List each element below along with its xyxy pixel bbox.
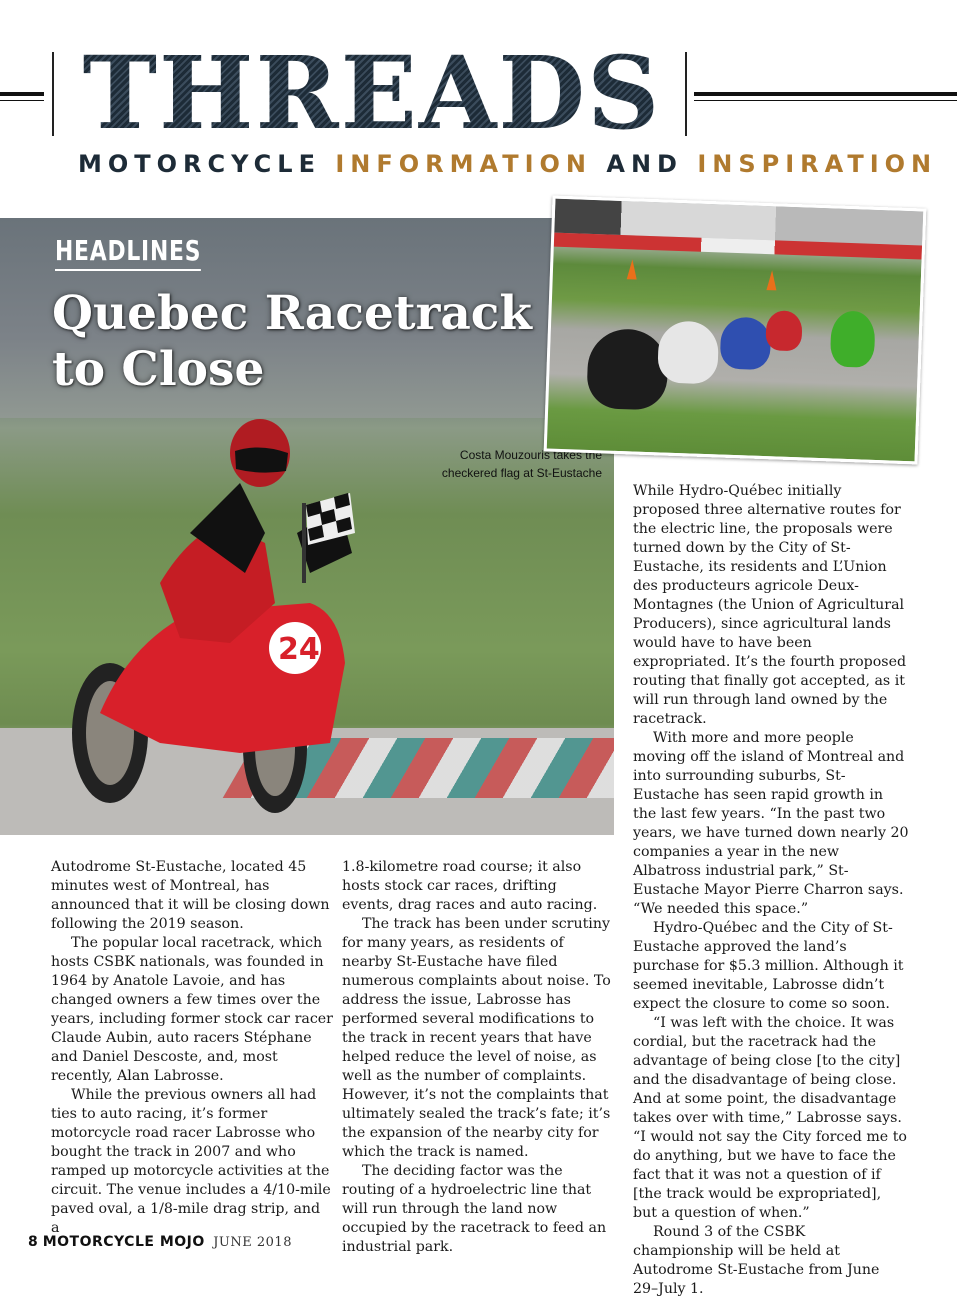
paragraph: Round 3 of the CSBK championship will be held at Autodrome St-Eustache from June 29–July 1. — [633, 1224, 880, 1297]
paragraph: The popular local racetrack, which hosts CSBK nationals, was founded in 1964 by Anatole Lavoie, and has changed owners a few times over the years, including former stock car racer Claude Aubin, auto racers Stéphane and Daniel Descoste, and, most recently, Alan Labrosse. — [51, 935, 333, 1084]
inset-traffic-cone — [627, 259, 638, 279]
inset-race-photo — [544, 196, 927, 465]
inset-bike-blue — [720, 317, 772, 371]
masthead-divider-right — [685, 52, 687, 136]
article-column-1 — [51, 858, 333, 1238]
tagline-information: INFORMATION — [335, 150, 593, 178]
paragraph: 1.8-kilometre road course; it also hosts stock car races, drifting events, drag races and auto racing. — [342, 859, 598, 913]
rider-on-motorcycle-illustration — [40, 413, 360, 813]
page-footer — [28, 1234, 292, 1250]
tagline-and: AND — [606, 150, 683, 178]
inset-bike-white — [657, 320, 719, 384]
paragraph: Hydro-Québec and the City of St-Eustache approved the land’s purchase for $5.3 million. Although it seemed inevitable, Labrosse didn’t expect the closure to come so soon. — [633, 920, 904, 1012]
tagline-inspiration: INSPIRATION — [697, 150, 938, 178]
issue-date: JUNE 2018 — [213, 1235, 292, 1250]
masthead-rule-left — [0, 92, 44, 96]
masthead-rule-right — [694, 92, 957, 96]
paragraph: With more and more people moving off the island of Montreal and into surrounding suburbs, St-Eustache has seen rapid growth in the last few years. “In the past two years, we have turned down nearly 20 companies a year in the new Albatross industrial park,” St-Eustache Mayor Pierre Charron says. “We needed this space.” — [633, 730, 909, 917]
section-kicker: HEADLINES — [55, 234, 201, 271]
masthead-rule-right-thin — [694, 100, 957, 101]
inset-bike-black — [586, 328, 669, 411]
paragraph: The track has been under scrutiny for many years, as residents of nearby St-Eustache have filed numerous complaints about noise. To address the issue, Labrosse has performed several modifications to the track in recent years that have helped reduce the level of noise, as well as the number of complaints. However, it’s not the complaints that ultimately sealed the track’s fate; it’s the expansion of the nearby city for which the track is named. — [342, 916, 611, 1160]
masthead-rule-left-thin — [0, 100, 44, 101]
photo-caption: Costa Mouzouris takes the checkered flag at St-Eustache — [441, 448, 602, 480]
masthead-tagline — [78, 150, 938, 178]
article-column-3 — [633, 482, 909, 1299]
masthead-divider-left — [52, 52, 54, 136]
paragraph: While Hydro-Québec initially proposed three alternative routes for the electric line, the proposals were turned down by the City of St-Eustache, its residents and L’Union des producteurs agricole Deux-Montagnes (the Union of Agricultural Producers), since agricultural lands would have to have been expropriated. It’s the fourth proposed routing that finally got accepted, as it will run through land owned by the racetrack. — [633, 483, 907, 727]
paragraph: “I was left with the choice. It was cordial, but the racetrack had the advantage of being close [to the city] and the disadvantage of being close. And at some point, the disadvantage takes over with time,” Labrosse says. “I would not say the City forced me to do anything, but we have to face the fact that it was not a question of if [the track would be expropriated], but a question of when.” — [633, 1015, 907, 1221]
inset-traffic-cone — [766, 270, 777, 290]
svg-text:24: 24 — [278, 632, 320, 667]
article-column-2 — [342, 858, 612, 1257]
tagline-motorcycle: MOTORCYCLE — [78, 150, 321, 178]
inset-bike-red — [765, 310, 802, 351]
masthead-title: THREADS — [62, 44, 682, 142]
paragraph: While the previous owners all had ties to auto racing, it’s former motorcycle road racer Labrosse who bought the track in 2007 and who ramped up motorcycle activities at the circuit. The venue includes a 4/10-mile paved oval, a 1/8-mile drag strip, and a — [51, 1087, 331, 1236]
publication-name: MOTORCYCLE MOJO — [42, 1234, 205, 1250]
page-number: 8 — [28, 1234, 39, 1250]
paragraph: The deciding factor was the routing of a hydroelectric line that will run through the land now occupied by the racetrack to feed an industrial park. — [342, 1163, 607, 1255]
paragraph: Autodrome St-Eustache, located 45 minutes west of Montreal, has announced that it will be closing down following the 2019 season. — [51, 859, 330, 932]
article-headline: Quebec Racetrack to Close — [52, 286, 532, 397]
inset-bike-green — [830, 310, 876, 368]
